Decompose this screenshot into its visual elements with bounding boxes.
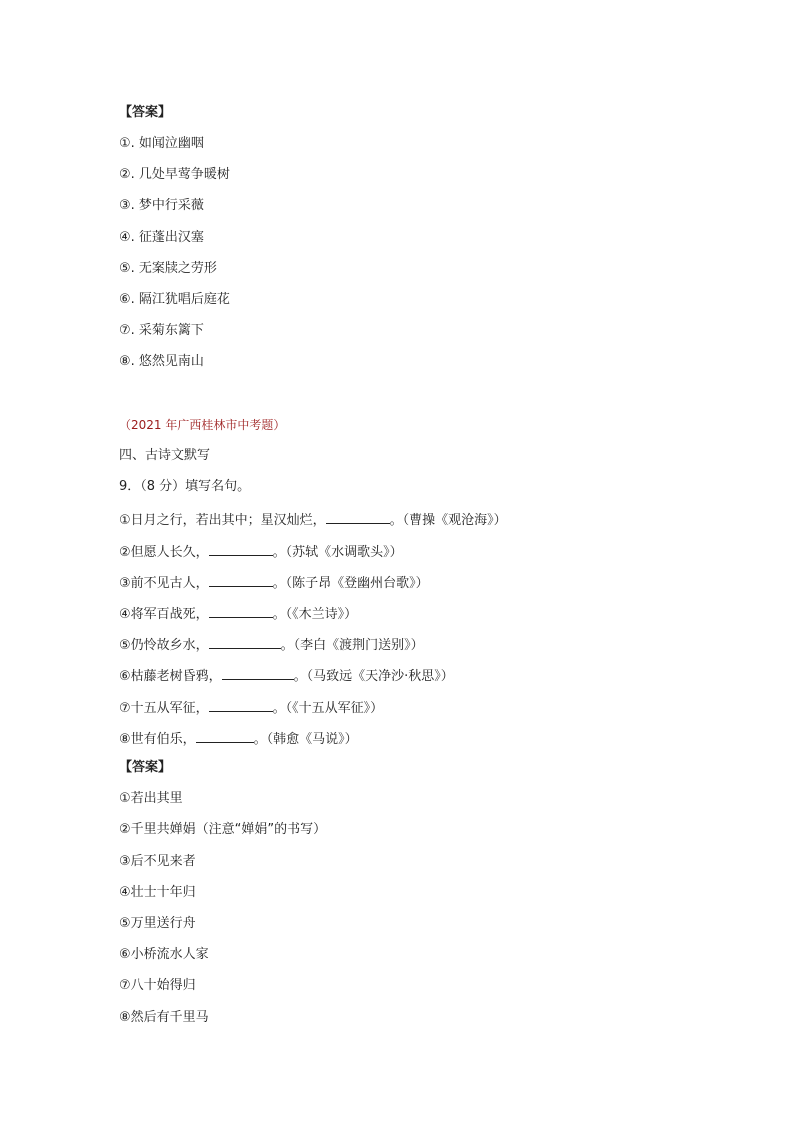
fill-item-source: 。（马致远《天净沙·秋思》） xyxy=(293,669,454,684)
source-tag: （2021 年广西桂林市中考题） xyxy=(119,418,286,432)
answer-item: ④壮士十年归 xyxy=(119,885,196,900)
answer-item: ⑧. 悠然见南山 xyxy=(119,354,204,369)
fill-item xyxy=(119,509,507,530)
fill-item xyxy=(119,697,383,718)
answer-item: ②. 几处早莺争暖树 xyxy=(119,167,230,182)
fill-item-source: 。（韩愈《马说》） xyxy=(253,732,358,747)
answer-item: ④. 征蓬出汉塞 xyxy=(119,230,204,245)
fill-item-prompt: ②但愿人长久， xyxy=(119,545,209,560)
fill-item-prompt: ①日月之行，若出其中；星汉灿烂， xyxy=(119,513,326,528)
answer-item: ⑥小桥流水人家 xyxy=(119,947,209,962)
answer-item: ③. 梦中行采薇 xyxy=(119,198,204,213)
fill-blank[interactable] xyxy=(196,728,254,743)
fill-item-prompt: ④将军百战死， xyxy=(119,607,209,622)
fill-blank[interactable] xyxy=(209,634,281,649)
fill-item-source: 。（曹操《观沧海》） xyxy=(389,513,507,528)
answer-header-2: 【答案】 xyxy=(119,760,172,775)
fill-item-prompt: ⑧世有伯乐， xyxy=(119,732,196,747)
fill-item xyxy=(119,634,424,655)
section-heading: 四、古诗文默写 xyxy=(119,448,211,463)
fill-blank[interactable] xyxy=(209,697,273,712)
answer-item: ①若出其里 xyxy=(119,791,183,806)
fill-item-source: 。（陈子昂《登幽州台歌》） xyxy=(272,576,429,591)
fill-item xyxy=(119,665,454,686)
answer-item: ⑤万里送行舟 xyxy=(119,916,196,931)
fill-blank[interactable] xyxy=(209,572,273,587)
fill-item xyxy=(119,541,403,562)
answer-item: ⑧然后有千里马 xyxy=(119,1010,209,1025)
answer-item: ⑦八十始得归 xyxy=(119,978,196,993)
answer-header-1: 【答案】 xyxy=(119,105,172,120)
answer-item: ③后不见来者 xyxy=(119,854,196,869)
answer-item: ⑦. 采菊东篱下 xyxy=(119,323,204,338)
answer-item: ②千里共婵娟（注意“婵娟”的书写） xyxy=(119,822,327,837)
fill-item-prompt: ⑥枯藤老树昏鸦， xyxy=(119,669,222,684)
fill-item-source: 。（《木兰诗》） xyxy=(272,607,358,622)
fill-item-prompt: ③前不见古人， xyxy=(119,576,209,591)
fill-item xyxy=(119,728,358,749)
question-title: 9．（8 分）填写名句。 xyxy=(119,479,251,494)
answer-item: ⑥. 隔江犹唱后庭花 xyxy=(119,292,230,307)
answer-item: ⑤. 无案牍之劳形 xyxy=(119,261,217,276)
fill-item xyxy=(119,603,357,624)
fill-blank[interactable] xyxy=(209,603,273,618)
fill-blank[interactable] xyxy=(222,665,294,680)
fill-blank[interactable] xyxy=(326,509,390,524)
fill-item xyxy=(119,572,429,593)
fill-item-source: 。（李白《渡荆门送别》） xyxy=(280,638,424,653)
fill-item-prompt: ⑦十五从军征， xyxy=(119,701,209,716)
answer-item: ①. 如闻泣幽咽 xyxy=(119,136,204,151)
fill-blank[interactable] xyxy=(209,541,273,556)
fill-item-source: 。（《十五从军征》） xyxy=(272,701,384,716)
fill-item-prompt: ⑤仍怜故乡水， xyxy=(119,638,209,653)
fill-item-source: 。（苏轼《水调歌头》） xyxy=(272,545,403,560)
